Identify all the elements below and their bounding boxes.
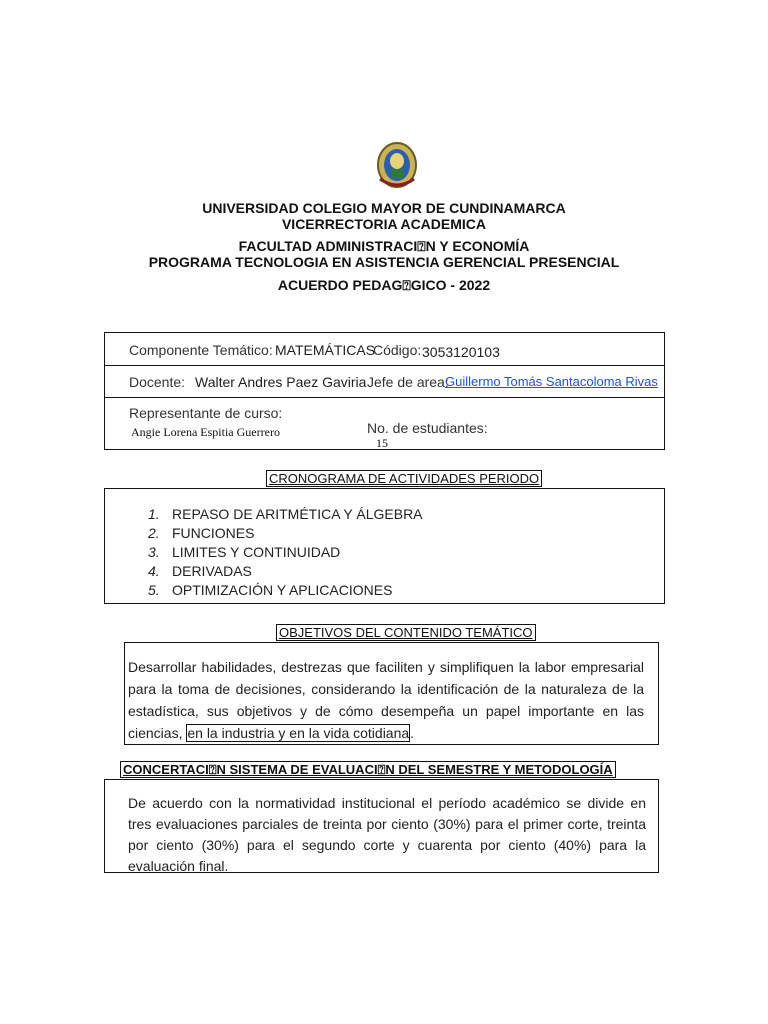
objectives-framed-text: en la industria y en la vida cotidiana xyxy=(187,725,410,741)
schedule-title-text: CRONOGRAMA DE ACTIVIDADES PERIODO xyxy=(266,470,542,487)
teacher-row xyxy=(105,366,664,398)
evaluation-title-text: CONCERTACI⍰N SISTEMA DE EVALUACI⍰N DEL SEMESTRE Y METODOLOGÍA xyxy=(120,761,616,778)
component-value: MATEMÁTICAS xyxy=(275,342,376,358)
representative-label: Representante de curso: xyxy=(129,405,283,421)
agreement-year: - 2022 xyxy=(446,277,491,293)
faculty-name: FACULTAD ADMINISTRACI⍰N Y ECONOMÍA xyxy=(238,238,530,254)
objectives-text: Desarrollar habilidades, destrezas que faciliten y simplifiquen la labor empresarial para la toma de decisiones, considerando la identificación de la naturaleza de la estadística, sus objetivos y de cómo desempeña un papel importante en las ciencias, en la industria y en la vida cotidiana. xyxy=(128,659,644,741)
list-item: 3. LIMITES Y CONTINUIDAD xyxy=(148,544,341,560)
program-name: PROGRAMA TECNOLOGIA EN ASISTENCIA GERENCIAL PRESENCIAL xyxy=(148,254,620,270)
objectives-title-text: OBJETIVOS DEL CONTENIDO TEMÁTICO xyxy=(276,624,536,641)
head-value-link[interactable]: Guillermo Tomás Santacoloma Rivas xyxy=(445,374,658,389)
code-value: 3053120103 xyxy=(422,344,500,360)
teacher-label: Docente: xyxy=(129,374,186,390)
list-item: 1. REPASO DE ARITMÉTICA Y ÁLGEBRA xyxy=(148,506,423,522)
evaluation-text: De acuerdo con la normatividad institucional el período académico se divide en tres evaluaciones parciales de treinta por ciento (30%) para el primer corte, treinta por ciento (30%) para el segundo corte y cuarenta por ciento (40%) para la evaluación final. xyxy=(128,795,646,874)
students-label: No. de estudiantes: xyxy=(367,420,488,436)
representative-row xyxy=(105,398,664,450)
head-label: Jefe de area: xyxy=(367,374,449,390)
list-item: 5. OPTIMIZACIÓN Y APLICACIONES xyxy=(148,582,393,598)
evaluation-title xyxy=(120,762,616,778)
agreement-label: ACUERDO PEDAG⍰GICO xyxy=(277,277,447,293)
course-info-table xyxy=(104,332,665,450)
component-label: Componente Temático: xyxy=(129,342,273,358)
representative-value: Angie Lorena Espitia Guerrero xyxy=(131,425,280,439)
list-item: 4. DERIVADAS xyxy=(148,563,252,579)
university-seal-logo xyxy=(376,141,418,189)
schedule-list xyxy=(148,505,423,600)
teacher-value: Walter Andres Paez Gaviria xyxy=(195,374,367,390)
agreement-title xyxy=(0,277,768,293)
list-item: 2. FUNCIONES xyxy=(148,525,255,541)
schedule-title xyxy=(266,471,542,486)
students-value: 15 xyxy=(376,436,388,450)
component-row xyxy=(105,333,664,366)
university-name: UNIVERSIDAD COLEGIO MAYOR DE CUNDINAMARCA xyxy=(202,200,566,216)
code-label: Código: xyxy=(373,342,422,358)
vicerrectoria: VICERRECTORIA ACADEMICA xyxy=(281,216,487,232)
objectives-title xyxy=(276,625,536,640)
